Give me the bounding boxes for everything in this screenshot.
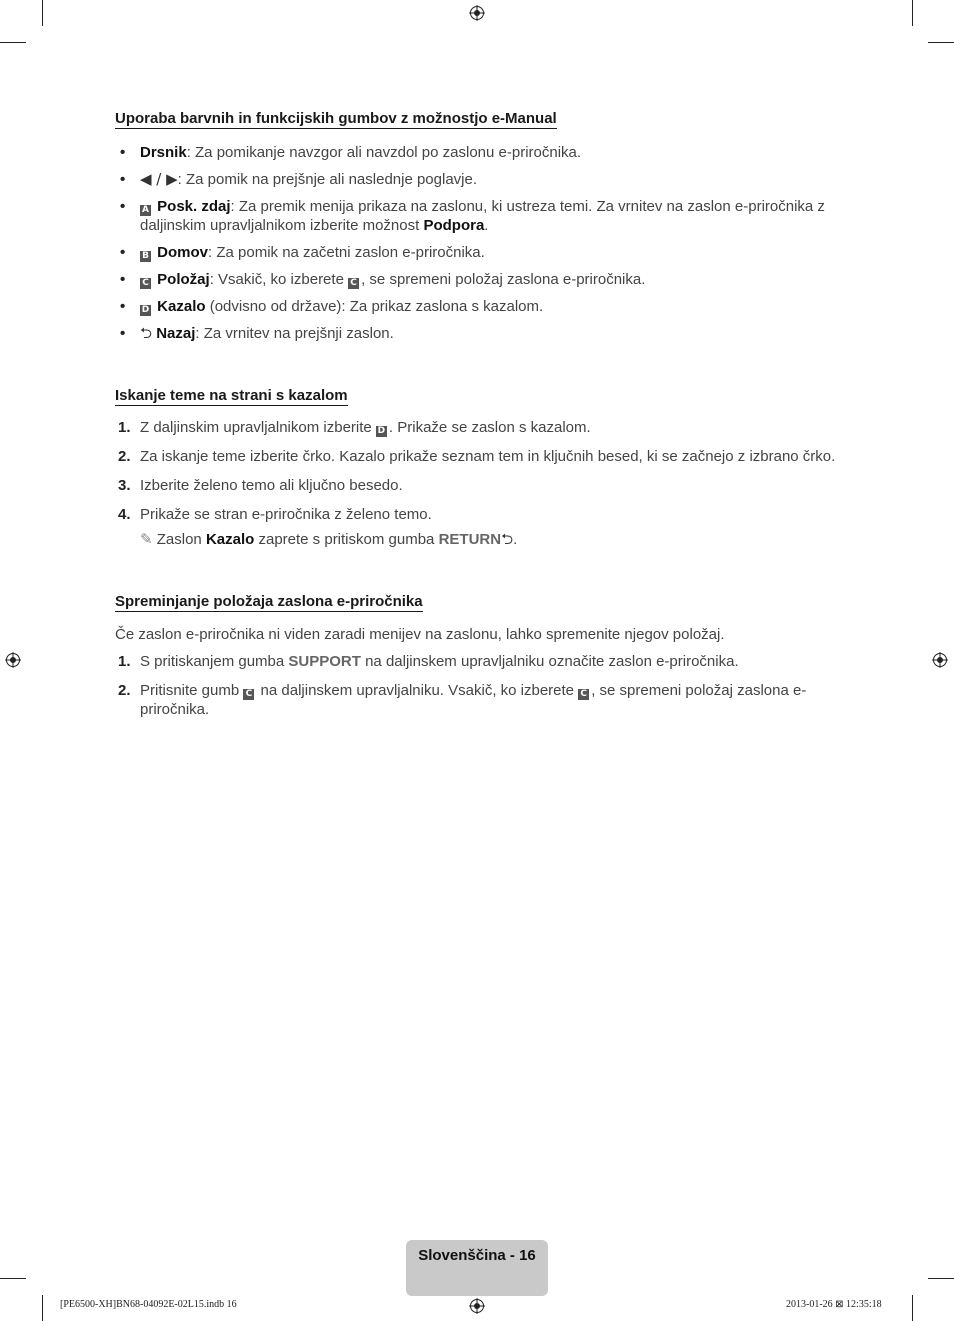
step-text: Za iskanje teme izberite črko. Kazalo prikaže seznam tem in ključnih besed, ki se začnejo z izbrano črko. <box>140 448 836 465</box>
button-d-icon: D <box>141 305 150 315</box>
term: Kazalo <box>205 531 255 548</box>
item-text: : Za vrnitev na prejšnji zaslon. <box>195 325 394 342</box>
item-text: : Za pomik na prejšnje ali naslednje poglavje. <box>177 171 478 188</box>
section-change-position <box>115 593 840 719</box>
item-text: (odvisno od države): Za prikaz zaslona s kazalom. <box>205 298 544 315</box>
step-text: Prikaže se stran e-priročnika z želeno temo. <box>140 506 432 523</box>
term: Kazalo <box>157 298 206 315</box>
section-heading: Spreminjanje položaja zaslona e-priročnika <box>115 593 423 610</box>
file-info: [PE6500-XH]BN68-04092E-02L15.indb 16 <box>60 1299 237 1310</box>
step-item <box>115 652 840 671</box>
arrow-left-right-icon: ◀ / ▶ <box>140 170 178 188</box>
item-text: , se spremeni položaj zaslona e-priročnika. <box>361 271 646 288</box>
step-item <box>115 447 840 466</box>
term: Posk. zdaj <box>157 198 231 215</box>
keyword: RETURN <box>438 531 502 548</box>
manual-content <box>115 110 840 729</box>
note-text: . <box>513 531 518 548</box>
list-item <box>115 143 840 162</box>
step-text: S pritiskanjem gumba <box>140 653 289 670</box>
list-item <box>115 297 840 316</box>
return-icon: ⮌ <box>501 530 514 548</box>
step-text: na daljinskem upravljalniku. Vsakič, ko izberete <box>256 682 579 699</box>
step-list <box>115 418 840 524</box>
item-text: : Za premik menija prikaza na zaslonu, ki ustreza temi. Za vrnitev na zaslon e-priročnika z daljinskim upravljalnikom izberite možnost <box>140 198 825 234</box>
crop-mark <box>0 42 26 43</box>
button-b-icon: B <box>140 251 151 262</box>
list-item <box>115 270 840 289</box>
list-item <box>115 197 840 235</box>
button-c-icon: C <box>243 689 254 700</box>
registration-mark-icon <box>932 652 948 668</box>
crop-mark <box>912 0 913 26</box>
section-index-search <box>115 387 840 549</box>
step-number: 1. <box>118 419 131 436</box>
step-item <box>115 681 840 719</box>
section-heading: Uporaba barvnih in funkcijskih gumbov z možnostjo e-Manual <box>115 110 557 127</box>
crop-mark <box>912 1295 913 1321</box>
registration-mark-icon <box>469 5 485 21</box>
step-number: 3. <box>118 477 131 494</box>
step-text: na daljinskem upravljalniku označite zaslon e-priročnika. <box>360 653 739 670</box>
step-item <box>115 476 840 495</box>
crop-mark <box>42 0 43 26</box>
item-text: : Vsakič, ko izberete <box>209 271 349 288</box>
button-a-icon: A <box>140 205 151 216</box>
term: Domov <box>157 244 209 261</box>
button-c-icon: C <box>578 689 589 700</box>
button-c-icon: C <box>140 278 151 289</box>
step-item <box>115 505 840 524</box>
list-item <box>115 170 840 189</box>
step-item <box>115 418 840 437</box>
step-number: 4. <box>118 506 131 523</box>
keyword: SUPPORT <box>288 653 361 670</box>
item-text: : Za pomik na začetni zaslon e-priročnika. <box>208 244 485 261</box>
section-heading: Iskanje teme na strani s kazalom <box>115 387 348 404</box>
step-number: 2. <box>118 448 131 465</box>
step-text: Izberite želeno temo ali ključno besedo. <box>140 477 403 494</box>
date-info: 2013-01-26 ⊠ 12:35:18 <box>786 1299 882 1310</box>
term: Nazaj <box>156 325 196 342</box>
registration-mark-icon <box>469 1298 485 1314</box>
step-number: 1. <box>118 653 131 670</box>
crop-mark <box>0 1278 26 1279</box>
step-list <box>115 652 840 719</box>
note <box>115 530 840 549</box>
term: Podpora <box>423 217 485 234</box>
term: Drsnik <box>140 144 187 161</box>
list-item <box>115 243 840 262</box>
term: Položaj <box>157 271 210 288</box>
item-text: : Za pomikanje navzgor ali navzdol po zaslonu e-priročnika. <box>186 144 582 161</box>
button-d-icon: D <box>377 426 386 436</box>
step-text: . Prikaže se zaslon s kazalom. <box>388 419 591 436</box>
registration-mark-icon <box>5 652 21 668</box>
step-text: , se spremeni položaj zaslona e-priročnika. <box>140 682 807 718</box>
button-c-icon: C <box>348 278 359 289</box>
crop-mark <box>928 42 954 43</box>
step-text: Pritisnite gumb <box>140 682 244 699</box>
pencil-note-icon: ✎ <box>140 530 153 548</box>
section-color-buttons <box>115 110 840 343</box>
note-text: Zaslon <box>156 531 206 548</box>
list-item <box>115 324 840 343</box>
note-text: zaprete s pritiskom gumba <box>254 531 439 548</box>
step-text: Z daljinskim upravljalnikom izberite <box>140 419 376 436</box>
page-number-badge: Slovenščina - 16 <box>406 1240 548 1296</box>
crop-mark <box>42 1295 43 1321</box>
step-number: 2. <box>118 682 131 699</box>
bullet-list <box>115 143 840 343</box>
crop-mark <box>928 1278 954 1279</box>
item-text: . <box>484 217 489 234</box>
intro-paragraph: Če zaslon e-priročnika ni viden zaradi menijev na zaslonu, lahko spremenite njegov položaj. <box>115 626 725 643</box>
return-icon: ⮌ <box>140 324 153 342</box>
